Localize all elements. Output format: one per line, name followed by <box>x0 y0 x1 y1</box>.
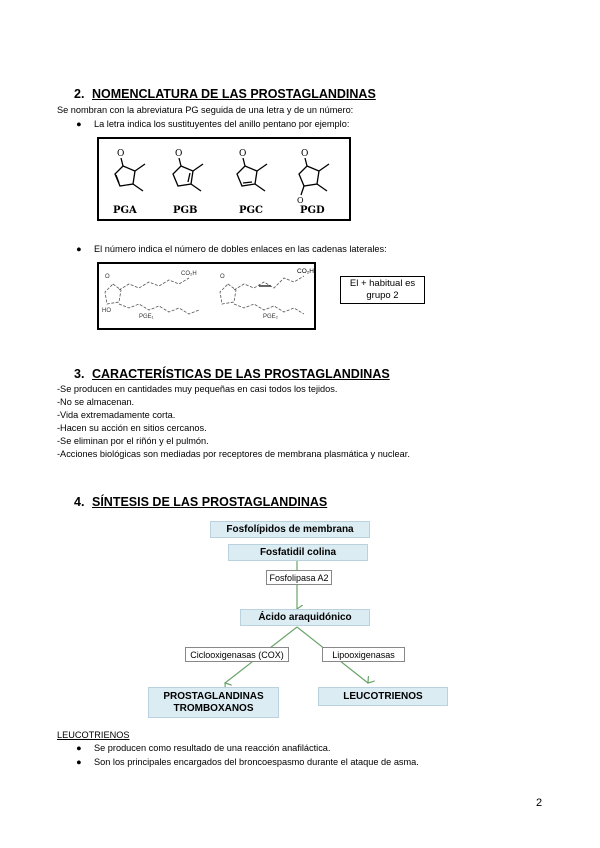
fosfatidil-box: Fosfatidil colina <box>228 544 368 561</box>
lox-box: Lipooxigenasas <box>322 647 405 662</box>
bullet-icon: ● <box>76 743 82 753</box>
ring-label-pgb: PGB <box>173 205 198 216</box>
section-4-heading <box>74 495 327 509</box>
section-2-heading <box>74 87 376 101</box>
tromboxanos-label: TROMBOXANOS <box>173 702 254 714</box>
pga-structure <box>115 149 145 191</box>
synthesis-flowchart <box>140 517 460 722</box>
ring-label-pgd: PGD <box>300 205 325 216</box>
bullet-item <box>76 119 349 129</box>
pge-structures-figure <box>97 262 316 330</box>
svg-text:O: O <box>117 149 125 159</box>
note-box: El + habitual es grupo 2 <box>340 276 425 304</box>
oxo-label: O <box>105 274 110 280</box>
leucotrienos-box: LEUCOTRIENOS <box>318 687 448 706</box>
list-item: -No se almacenan. <box>57 397 135 407</box>
list-item: -Se producen en cantidades muy pequeñas en casi todos los tejidos. <box>57 384 338 394</box>
co2h-label: CO₂H <box>297 268 314 275</box>
section-title: SÍNTESIS DE LAS PROSTAGLANDINAS <box>92 495 328 509</box>
bullet-text: Se producen como resultado de una reacción anafiláctica. <box>94 743 331 753</box>
oxo-label: O <box>220 274 225 280</box>
list-item: -Hacen su acción en sitios cercanos. <box>57 423 207 433</box>
co2h-label: CO₂H <box>181 271 197 277</box>
section-number: 4. <box>74 495 85 509</box>
leucotrienos-heading: LEUCOTRIENOS <box>57 730 130 740</box>
pgc-structure <box>237 149 267 191</box>
bullet-text: Son los principales encargados del broncoespasmo durante el ataque de asma. <box>94 757 419 767</box>
intro-text: Se nombran con la abreviatura PG seguida de una letra y de un número: <box>57 105 354 115</box>
prostaglandinas-label: PROSTAGLANDINAS <box>163 690 264 702</box>
ho-label: HO <box>102 308 111 314</box>
ring-label-pgc: PGC <box>239 205 264 216</box>
pge1-label: PGE₁ <box>139 314 154 320</box>
pgb-structure <box>173 149 203 191</box>
list-item: -Vida extremadamente corta. <box>57 410 176 420</box>
page-number: 2 <box>536 797 543 809</box>
list-item: -Se eliminan por el riñón y el pulmón. <box>57 436 209 446</box>
pgd-structure <box>297 149 329 205</box>
list-item: -Acciones biológicas son mediadas por receptores de membrana plasmática y nuclear. <box>57 449 410 459</box>
bullet-text: La letra indica los sustituyentes del anillo pentano por ejemplo: <box>94 119 350 129</box>
svg-text:O: O <box>301 149 309 159</box>
section-number: 2. <box>74 87 85 101</box>
section-number: 3. <box>74 367 85 381</box>
section-3-heading <box>74 367 390 381</box>
svg-text:O: O <box>297 196 304 205</box>
pge2-label: PGE₂ <box>263 314 278 320</box>
bullet-item <box>76 757 419 767</box>
pge-structures-drawing <box>99 264 314 328</box>
cox-box: Ciclooxigenasas (COX) <box>185 647 289 662</box>
fosfolipidos-box: Fosfolípidos de membrana <box>210 521 370 538</box>
section-title: CARACTERÍSTICAS DE LAS PROSTAGLANDINAS <box>92 367 390 381</box>
bullet-item <box>76 244 387 254</box>
bullet-icon: ● <box>76 119 82 129</box>
svg-text:O: O <box>175 149 183 159</box>
araquidonico-box: Ácido araquidónico <box>240 609 370 626</box>
bullet-text: El número indica el número de dobles enlaces en las cadenas laterales: <box>94 244 387 254</box>
bullet-icon: ● <box>76 244 82 254</box>
bullet-icon: ● <box>76 757 82 767</box>
svg-text:O: O <box>239 149 247 159</box>
ring-structures-figure <box>97 137 351 221</box>
ring-label-pga: PGA <box>113 205 137 216</box>
section-title: NOMENCLATURA DE LAS PROSTAGLANDINAS <box>92 87 376 101</box>
characteristics-list <box>57 383 410 461</box>
prostaglandinas-box <box>148 687 279 718</box>
bullet-item <box>76 743 330 753</box>
fosfolipasa-box: Fosfolipasa A2 <box>266 570 332 585</box>
